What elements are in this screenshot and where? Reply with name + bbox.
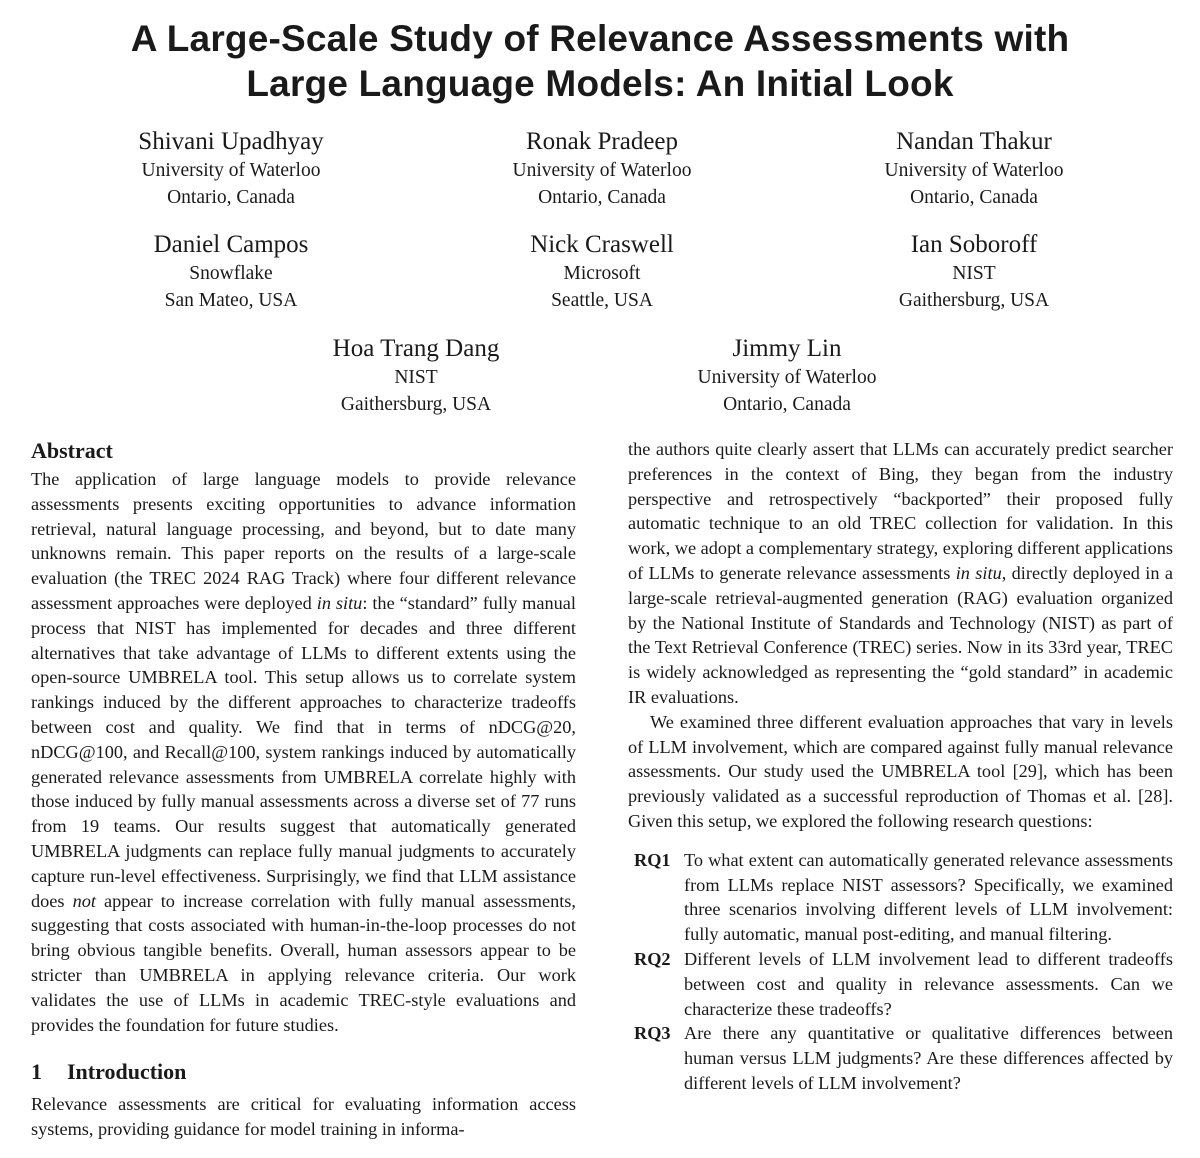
rq-label: RQ3 xyxy=(634,1023,671,1044)
author-name: Daniel Campos xyxy=(153,231,309,258)
rq-text: Different levels of LLM involvement lead to different tradeoffs between cost and quality in relevance assessments. Can we characterize these tradeoffs? xyxy=(684,948,1173,1019)
section-number: 1 xyxy=(31,1059,42,1085)
abstract-heading: Abstract xyxy=(31,438,113,463)
rq-label: RQ1 xyxy=(634,849,671,870)
introduction-heading xyxy=(31,1058,576,1086)
rq-label: RQ2 xyxy=(634,948,671,969)
right-column xyxy=(628,437,1173,1096)
author-affiliation: University of Waterloo xyxy=(141,160,321,181)
author-location: Gaithersburg, USA xyxy=(898,290,1050,311)
author-block xyxy=(412,127,792,211)
author-location: Ontario, Canada xyxy=(723,394,851,415)
list-item xyxy=(628,1021,1173,1095)
rq-text: To what extent can automatically generated relevance assessments from LLMs replace NIST assessors? Specifically, we examined three scenarios involving different levels of LLM involvement: fully automatic, manual post-editing, and manual filtering. xyxy=(684,849,1173,945)
author-affiliation: University of Waterloo xyxy=(884,160,1064,181)
list-item xyxy=(628,947,1173,1021)
abstract-text: The application of large language models to provide relevance assessments presents exciting opportunities to advance information retrieval, natural language processing, and beyond, but to date many unknowns remain. This paper reports on the results of a large-scale evaluation (the TREC 2024 RAG Track) where four different relevance assessment approaches were deployed in situ: the “standard” fully manual process that NIST has implemented for decades and three different alternatives that take advantage of LLMs to different extents using the open-source UMBRELA tool. This setup allows us to correlate system rankings induced by the different approaches to characterize tradeoffs between cost and quality. We find that in terms of nDCG@20, nDCG@100, and Recall@100, system rankings induced by automatically generated relevance assessments from UMBRELA correlate highly with those induced by fully manual assessments across a diverse set of 77 runs from 19 teams. Our results suggest that automatically generated UMBRELA judgments can replace fully manual judgments to accurately capture run-level effectiveness. Surprisingly, we find that LLM assistance does not appear to increase correlation with fully manual assessments, suggesting that costs associated with human-in-the-loop processes do not bring obvious tangible benefits. Overall, human assessors appear to be stricter than UMBRELA in applying relevance criteria. Our work validates the use of LLMs in academic TREC-style evaluations and provides the foundation for future studies. xyxy=(31,469,576,1035)
body-paragraph: the authors quite clearly assert that LLMs can accurately predict searcher preferences in the context of Bing, they began from the industry perspective and retrospectively “backported” their proposed fully automatic technique to an old TREC collection for validation. In this work, we adopt a complementary strategy, exploring different applications of LLMs to generate relevance assessments in situ, directly deployed in a large-scale retrieval-augmented generation (RAG) evaluation organized by the National Institute of Standards and Technology (NIST) as part of the Text Retrieval Conference (TREC) series. Now in its 33rd year, TREC is widely acknowledged as representing the “gold standard” in academic IR evaluations. xyxy=(628,439,1173,707)
author-name: Shivani Upadhyay xyxy=(138,128,324,155)
author-affiliation: Snowflake xyxy=(189,263,273,284)
author-location: Ontario, Canada xyxy=(538,187,666,208)
author-affiliation: University of Waterloo xyxy=(697,367,877,388)
introduction-text: Relevance assessments are critical for evaluating information access systems, providing guidance for model training in informa- xyxy=(31,1094,576,1140)
author-location: San Mateo, USA xyxy=(164,290,298,311)
author-block xyxy=(41,127,421,211)
author-location: Gaithersburg, USA xyxy=(340,394,492,415)
paper-title xyxy=(0,16,1200,106)
author-affiliation: NIST xyxy=(394,367,438,388)
list-item xyxy=(628,848,1173,947)
rq-text: Are there any quantitative or qualitative differences between human versus LLM judgments? Are these differences affected by different levels of LLM involvement? xyxy=(684,1023,1173,1093)
author-block xyxy=(597,334,977,418)
section-title: Introduction xyxy=(67,1059,187,1085)
research-questions-list xyxy=(628,848,1173,1096)
author-block xyxy=(41,230,421,314)
author-name: Nandan Thakur xyxy=(896,128,1052,155)
author-name: Jimmy Lin xyxy=(732,335,842,362)
paper-title-line-2: Large Language Models: An Initial Look xyxy=(246,63,954,104)
author-name: Nick Craswell xyxy=(530,231,674,258)
author-location: Ontario, Canada xyxy=(910,187,1038,208)
author-affiliation: University of Waterloo xyxy=(512,160,692,181)
author-name: Ian Soboroff xyxy=(910,231,1038,258)
paper-title-line-1: A Large-Scale Study of Relevance Assessments with xyxy=(130,18,1070,59)
author-block xyxy=(784,230,1164,314)
author-location: Seattle, USA xyxy=(551,290,653,311)
author-block xyxy=(412,230,792,314)
left-column xyxy=(31,437,576,1142)
author-name: Hoa Trang Dang xyxy=(332,335,500,362)
author-affiliation: NIST xyxy=(952,263,996,284)
author-name: Ronak Pradeep xyxy=(525,128,679,155)
author-block xyxy=(784,127,1164,211)
author-affiliation: Microsoft xyxy=(563,263,641,284)
author-block xyxy=(226,334,606,418)
body-paragraph: We examined three different evaluation approaches that vary in levels of LLM involvement, which are compared against fully manual relevance assessments. Our study used the UMBRELA tool [29], which has been previously validated as a successful reproduction of Thomas et al. [28]. Given this setup, we explored the following research questions: xyxy=(628,711,1173,831)
author-location: Ontario, Canada xyxy=(167,187,295,208)
